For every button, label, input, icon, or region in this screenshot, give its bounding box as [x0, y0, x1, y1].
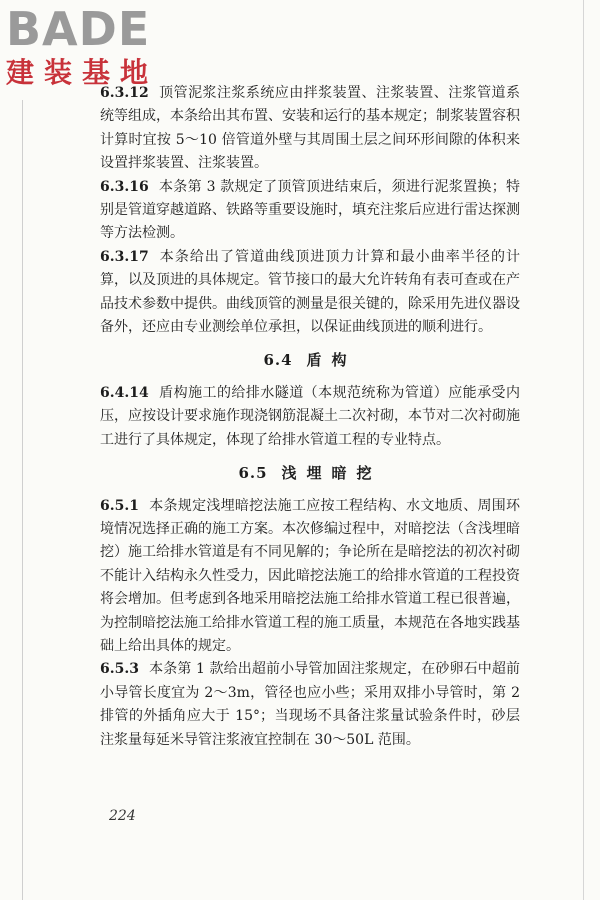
logo-text: BADE: [6, 2, 151, 56]
bade-watermark-logo: [6, 4, 176, 96]
clause-text: 本条第 3 款规定了顶管顶进结束后，须进行泥浆置换；特别是管道穿越道路、铁路等重要设施时，填充注浆后应进行雷达探测等方法检测。: [100, 178, 520, 242]
section-heading-6-4: [100, 349, 520, 372]
clause-6-5-3: [100, 658, 520, 752]
clause-text: 顶管泥浆注浆系统应由拌浆装置、注浆装置、注浆管道系统等组成，本条给出其布置、安装和运行的基本规定；制浆装置容积计算时宜按 5～10 倍管道外壁与其周围土层之间环形间隙的体积来设置拌浆装置、注浆装置。: [100, 85, 520, 172]
clause-number: 6.5.1: [100, 497, 139, 514]
section-number: 6.5: [238, 464, 268, 483]
clause-text: 本条第 1 款给出超前小导管加固注浆规定，在砂卵石中超前小导管长度宜为 2～3m，管径也应小些；采用双排小导管时，第 2 排管的外插角应大于 15°；当现场不具备注浆量试验条件时，砂层注浆量每延米导管注浆液宜控制在 30～50L 范围。: [100, 661, 520, 748]
clause-6-4-14: [100, 382, 520, 452]
clause-number: 6.5.3: [100, 661, 139, 678]
clause-6-5-1: [100, 495, 520, 659]
section-number: 6.4: [263, 351, 293, 370]
page-body: [100, 82, 520, 752]
clause-text: 本条给出了管道曲线顶进顶力计算和最小曲率半径的计算，以及顶进的具体规定。管节接口的最大允许转角有表可查或在产品技术参数中提供。曲线顶管的测量是很关键的，除采用先进仪器设备外，还应由专业测绘单位承担，以保证曲线顶进的顺利进行。: [100, 248, 520, 336]
clause-text: 本条规定浅埋暗挖法施工应按工程结构、水文地质、周围环境情况选择正确的施工方案。本次修编过程中，对暗挖法（含浅埋暗挖）施工给排水管道是有不同见解的；争论所在是暗挖法的初次衬砌不能计入结构永久性受力，因此暗挖法施工的给排水管道的工程投资将会增加。但考虑到各地采用暗挖法施工给排水管道工程已很普遍，为控制暗挖法施工给排水管道工程的施工质量，本规范在各地实践基础上给出具体的规定。: [100, 497, 520, 654]
scan-edge-right: [583, 0, 584, 900]
section-title: 浅埋暗挖: [281, 464, 382, 483]
logo-subtext: 建装基地: [6, 56, 159, 89]
clause-text: 盾构施工的给排水隧道（本规范统称为管道）应能承受内压，应按设计要求施作现浇钢筋混凝土二次衬砌，本节对二次衬砌施工进行了具体规定，体现了给排水管道工程的专业特点。: [100, 384, 520, 448]
clause-6-3-12: [100, 82, 520, 176]
clause-number: 6.3.17: [100, 248, 149, 265]
page-number: 224: [109, 808, 136, 824]
clause-6-3-16: [100, 176, 520, 246]
clause-number: 6.3.12: [100, 85, 149, 101]
section-title: 盾构: [306, 351, 357, 370]
scan-edge-left: [22, 100, 23, 900]
clause-6-3-17: [100, 246, 520, 340]
clause-number: 6.4.14: [100, 384, 149, 401]
section-heading-6-5: [100, 462, 520, 485]
clause-number: 6.3.16: [100, 178, 149, 195]
